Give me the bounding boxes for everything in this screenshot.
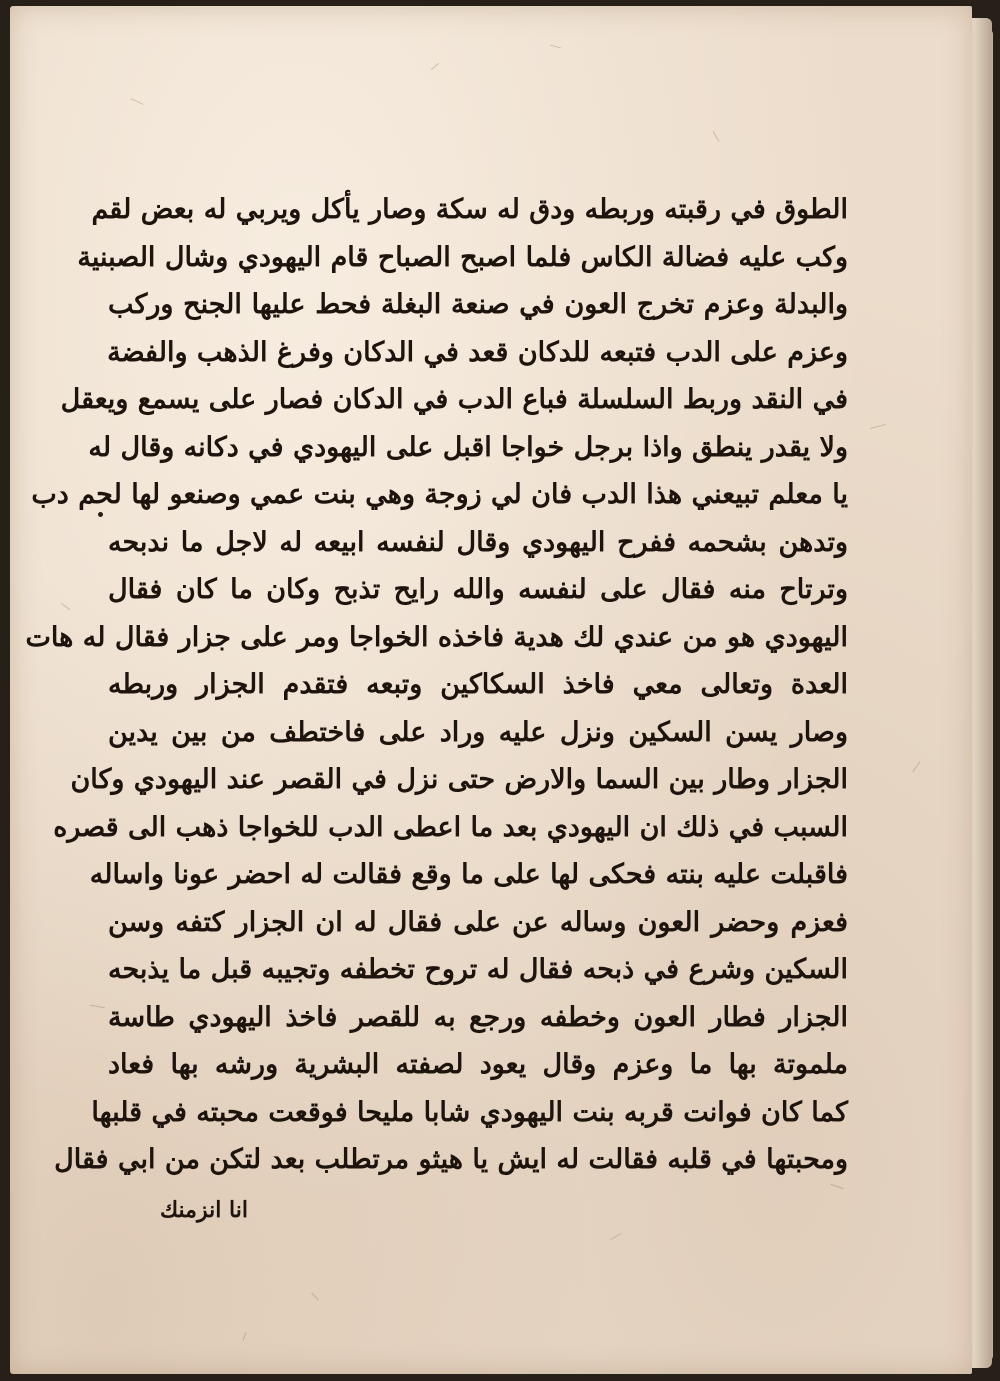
text-line: وعزم على الدب فتبعه للدكان قعد في الدكان وفرغ الذهب والفضة: [107, 336, 848, 368]
text-line: الجزار فطار العون وخطفه ورجع به للقصر فاخذ اليهودي طاسة: [108, 1001, 848, 1033]
catchword: انا انزمنك: [160, 1197, 248, 1223]
text-line: والبدلة وعزم تخرج العون في صنعة البغلة فحط عليها الجنح وركب: [108, 289, 848, 320]
text-line: ولا يقدر ينطق واذا برجل خواجا اقبل على اليهودي في دكانه وقال له: [88, 431, 848, 463]
text-line: العدة وتعالى معي فاخذ السكاكين وتبعه فتقدم الجزار وربطه: [108, 669, 848, 700]
text-line: وكب عليه فضالة الكاس فلما اصبح الصباح قام اليهودي وشال الصبنية: [77, 241, 848, 273]
text-line: فاقبلت عليه بنته فحكى لها على ما وقع فقالت له احضر عونا واساله: [89, 859, 848, 890]
text-line: السبب في ذلك ان اليهودي بعد ما اعطى الدب للخواجا ذهب الى قصره: [53, 811, 848, 843]
text-line: اليهودي هو من عندي لك هدية فاخذه الخواجا ومر على جزار فقال له هات: [25, 621, 848, 653]
text-line: يا معلم تبيعني هذا الدب فان لي زوجة وهي بنت عمي وصنعو لها لحم دب: [31, 479, 848, 510]
text-line: الطوق في رقبته وربطه ودق له سكة وصار يأكل ويربي له بعض لقم: [91, 194, 848, 225]
text-line: وصار يسن السكين ونزل عليه وراد على فاختطف من بين يدين: [108, 716, 848, 748]
text-line: ومحبتها في قلبه فقالت له ايش يا هيثو مرتطلب بعد لتكن من ابي فقال: [54, 1144, 848, 1175]
text-line: كما كان فوانت قربه بنت اليهودي شابا مليحا فوقعت محبته في قلبها: [91, 1096, 848, 1128]
text-line: فعزم وحضر العون وساله عن على فقال له ان الجزار كتفه وسن: [108, 906, 848, 938]
text-line: في النقد وربط السلسلة فباع الدب في الدكان فصار على يسمع ويعقل: [60, 384, 848, 415]
text-line: وترتاح منه فقال على لنفسه والله رايح تذبح وكان ما كان فقال: [108, 574, 848, 605]
text-line: الجزار وطار بين السما والارض حتى نزل في القصر عند اليهودي وكان: [70, 764, 848, 795]
text-line: السكين وشرع في ذبحه فقال له تروح تخطفه وتجيبه قبل ما يذبحه: [108, 954, 848, 985]
manuscript-text: [25, 186, 849, 1184]
text-line: وتدهن بشحمه ففرح اليهودي وقال لنفسه ابيعه له لاجل ما ندبحه: [108, 526, 848, 558]
text-line: ملموتة بها ما وعزم وقال يعود لصفته البشرية ورشه بها فعاد: [108, 1049, 849, 1080]
